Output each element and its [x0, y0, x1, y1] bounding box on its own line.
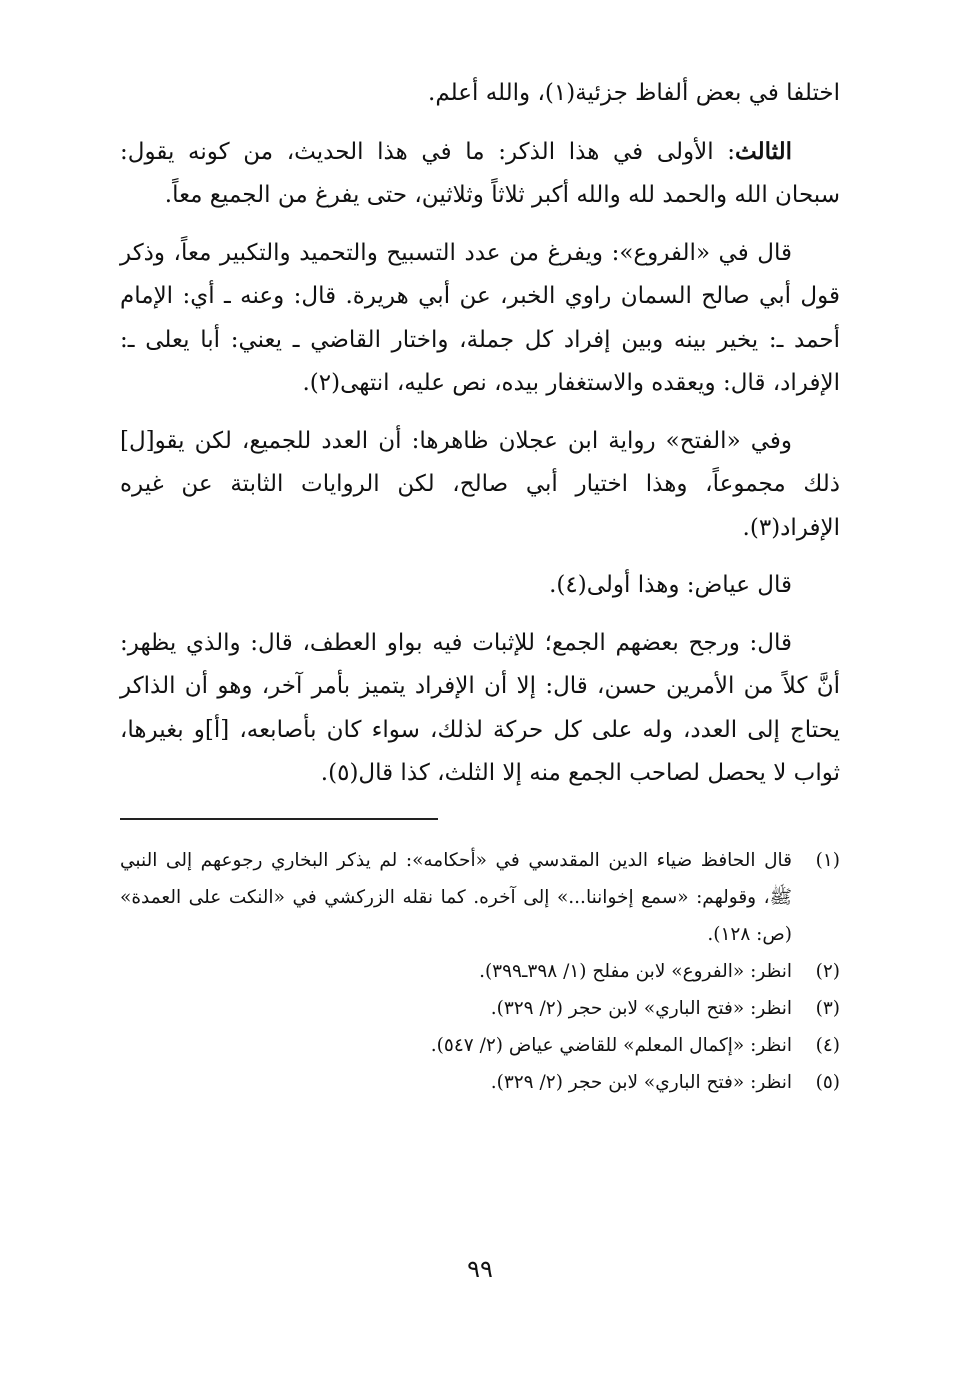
paragraph-2-heading: الثالث	[735, 137, 792, 165]
footnote-number: (٤)	[815, 1034, 840, 1056]
paragraph-6: قال: ورجح بعضهم الجمع؛ للإثبات فيه بواو العطف، قال: والذي يظهر: أنَّ كلاً من الأمرين حسن، قال: إلا أن الإفراد يتميز بأمر آخر، وهو أن الذاكر يحتاج إلى العدد، وله على كل حركة لذلك، سواء كان بأصابعه، [أ]و بغيرها، ثواب لا يحصل لصاحب الجمع منه إلا الثلث، كذا قال(٥).	[120, 629, 840, 786]
main-text	[120, 72, 840, 796]
footnote-5	[120, 1064, 840, 1101]
footnote-text: انظر: «فتح الباري» لابن حجر (٢/ ٣٢٩).	[490, 1071, 792, 1093]
footnote-number: (٢)	[815, 960, 840, 982]
footnote-divider	[120, 818, 438, 820]
footnote-text: انظر: «إكمال المعلم» للقاضي عياض (٢/ ٥٤٧).	[430, 1034, 792, 1056]
footnote-1	[120, 842, 840, 953]
paragraph-2	[120, 130, 840, 218]
footnote-text: انظر: «الفروع» لابن مفلح (١/ ٣٩٨ـ٣٩٩).	[479, 960, 792, 982]
paragraph-5: قال عياض: وهذا أولى(٤).	[549, 572, 792, 598]
footnote-text: قال الحافظ ضياء الدين المقدسي في «أحكامه»: لم يذكر البخاري رجوعهم إلى النبي ﷺ، وقولهم: «سمع إخواننا...» إلى آخره. كما نقله الزركشي في «النكت على العمدة» (ص: ١٢٨).	[120, 849, 792, 945]
footnote-number: (١)	[815, 849, 840, 871]
paragraph-3: قال في «الفروع»: ويفرغ من عدد التسبيح والتحميد والتكبير معاً، وذكر قول أبي صالح السمان راوي الخبر، عن أبي هريرة. قال: وعنه ـ أي: الإمام أحمد ـ: يخير بينه وبين إفراد كل جملة، واختار القاضي ـ يعني: أبا يعلى ـ: الإفراد، قال: ويعقده والاستغفار بيده، نص عليه، انتهى(٢).	[120, 239, 840, 396]
footnote-4	[120, 1027, 840, 1064]
page-content	[120, 72, 840, 1101]
footnote-3	[120, 990, 840, 1027]
page-number: ٩٩	[467, 1255, 493, 1283]
paragraph-2-text: : الأولى في هذا الذكر: ما في هذا الحديث، من كونه يقول: سبحان الله والحمد لله والله أكبر ثلاثاً وثلاثين، حتى يفرغ من الجميع معاً.	[120, 138, 840, 208]
footnote-text: انظر: «فتح الباري» لابن حجر (٢/ ٣٢٩).	[490, 997, 792, 1019]
footnote-2	[120, 953, 840, 990]
footnote-number: (٣)	[815, 997, 840, 1019]
footnote-number: (٥)	[815, 1071, 840, 1093]
paragraph-4: وفي «الفتح» رواية ابن عجلان ظاهرها: أن العدد للجميع، لكن يقو[ل] ذلك مجموعاً، وهذا اختيار أبي صالح، لكن الروايات الثابتة عن غيره الإفراد(٣).	[120, 427, 840, 541]
footnotes	[120, 842, 840, 1101]
paragraph-1: اختلفا في بعض ألفاظ جزئية(١)، والله أعلم.	[428, 80, 840, 106]
